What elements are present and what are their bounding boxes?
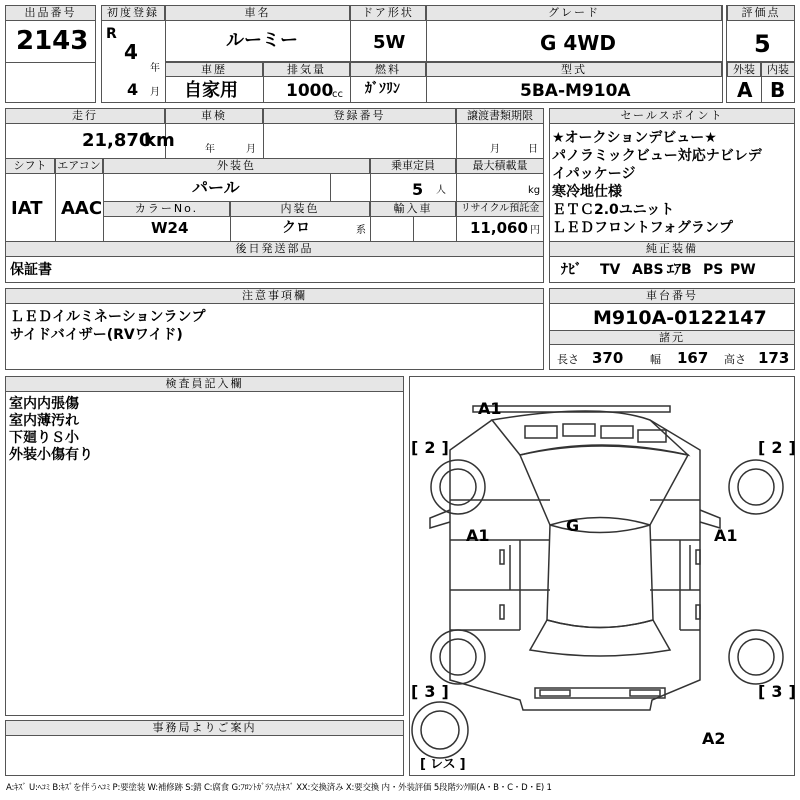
exterior-label: 外装: [727, 62, 761, 77]
length-label: 長さ: [557, 353, 579, 366]
insp-year-unit: 年: [205, 144, 215, 155]
sales-point-2: パノラミックビュー対応ナビレデ: [552, 148, 762, 164]
spec-label: 諸元: [549, 330, 795, 345]
interior-grade: B: [770, 78, 786, 102]
displacement-label: 排気量: [263, 62, 350, 77]
sales-point-5: ＥＴＣ2.0ユニット: [552, 202, 675, 218]
office-label: 事務局よりご案内: [5, 720, 404, 736]
ac: AAC: [61, 198, 103, 219]
interior-color: クロ: [282, 220, 310, 236]
car-name-label: 車名: [165, 5, 350, 21]
history-label: 車歴: [165, 62, 263, 77]
recycle-label: リサイクル預託金: [456, 201, 544, 217]
width-label: 幅: [650, 353, 661, 366]
interior-label: 内装: [761, 62, 795, 77]
insp-month-unit: 月: [246, 144, 256, 155]
exterior-grade: A: [737, 78, 753, 102]
grade-label: グレード: [426, 5, 722, 21]
capacity: 5: [412, 180, 424, 199]
car-name: ルーミー: [226, 30, 298, 51]
shift: IAT: [11, 198, 43, 219]
color-no: W24: [151, 219, 189, 237]
sales-point-1: ★オークションデビュー★: [552, 130, 717, 146]
reg-month: 4: [127, 80, 139, 99]
equip-airbag: ｴｱB: [667, 262, 692, 278]
inspector-line-3: 下廻りＳ小: [9, 430, 79, 446]
door-label: ドア形状: [350, 5, 426, 21]
front-mark: A1: [478, 399, 502, 418]
reg-year: 4: [124, 40, 138, 64]
model-label: 型式: [426, 62, 722, 77]
model: 5BA-M910A: [520, 81, 631, 101]
sales-point-3: イパッケージ: [552, 166, 636, 182]
tire-fl-value: 2: [424, 438, 436, 457]
length: 370: [592, 349, 624, 367]
windshield-mark: G: [566, 516, 580, 535]
tire-fr: [ 2 ]: [758, 438, 796, 457]
recycle-unit: 円: [530, 225, 540, 236]
score-label: 評価点: [727, 5, 795, 21]
notes-label: 注意事項欄: [5, 288, 544, 304]
fuel: ｶﾞｿﾘﾝ: [365, 81, 400, 97]
tire-rl: [ 3 ]: [411, 682, 449, 701]
rear-mark: A2: [702, 729, 726, 748]
fuel-label: 燃料: [350, 62, 426, 77]
equipment-label: 純正装備: [549, 241, 795, 257]
mileage-unit: km: [144, 130, 175, 151]
inspection-label: 車検: [165, 108, 263, 124]
month-unit: 月: [150, 87, 160, 98]
score: 5: [754, 30, 771, 58]
regno-label: 登録番号: [263, 108, 456, 124]
equip-pw: PW: [730, 262, 756, 278]
tire-rr-value: 3: [771, 682, 783, 701]
load-unit: kg: [528, 185, 541, 196]
era: R: [106, 26, 117, 42]
sales-points-label: セールスポイント: [549, 108, 795, 124]
tire-fl: [ 2 ]: [411, 438, 449, 457]
displacement: 1000: [286, 81, 334, 101]
transfer-day-unit: 日: [528, 144, 538, 155]
first-reg-label: 初度登録: [101, 5, 165, 21]
spare-tire-value: レス: [429, 757, 456, 772]
legend: A:ｷｽﾞ U:ﾍｺﾐ B:ｷｽﾞを伴うﾍｺﾐ P:要塗装 W:補修跡 S:錆 C:腐食 G:ﾌﾛﾝﾄｶﾞﾗｽ点ｷｽﾞ XX:交換済み X:要交換 内・外装評価 5段階ﾗﾝｸ順(A・B・C・D・E) 1: [6, 783, 552, 793]
equip-ps: PS: [703, 262, 724, 278]
later-parts: 保証書: [10, 262, 52, 278]
width: 167: [677, 349, 709, 367]
grade: G 4WD: [540, 31, 616, 55]
import-label: 輸入車: [370, 201, 456, 217]
height-label: 高さ: [724, 353, 746, 366]
note-1: ＬＥＤイルミネーションランプ: [10, 309, 206, 325]
door-type: 5W: [373, 32, 406, 53]
ac-label: エアコン: [55, 158, 103, 174]
tire-rr: [ 3 ]: [758, 682, 796, 701]
equip-tv: TV: [600, 262, 621, 278]
mileage-label: 走行: [5, 108, 165, 124]
shift-label: シフト: [5, 158, 55, 174]
mileage: 21,870: [82, 130, 152, 151]
capacity-label: 乗車定員: [370, 158, 456, 174]
load-label: 最大積載量: [456, 158, 544, 174]
history: 自家用: [184, 80, 238, 101]
int-color-unit: 系: [356, 225, 366, 236]
later-parts-label: 後日発送部品: [5, 241, 544, 257]
colorno-label: カラーNo.: [103, 201, 230, 217]
equip-abs: ABS: [632, 262, 664, 278]
int-color-label: 内装色: [230, 201, 370, 217]
color-label: 外装色: [103, 158, 370, 174]
left-door-mark: A1: [466, 526, 490, 545]
displacement-unit: cc: [332, 89, 343, 100]
tire-fr-value: 2: [771, 438, 783, 457]
height: 173: [758, 349, 790, 367]
inspector-line-4: 外装小傷有り: [9, 447, 93, 463]
inspector-line-2: 室内薄汚れ: [9, 413, 79, 429]
lot-label: 出品番号: [5, 5, 96, 21]
sales-point-6: ＬＥＤフロントフォグランプ: [552, 220, 733, 236]
right-door-mark: A1: [714, 526, 738, 545]
note-2: サイドバイザー(RVワイド): [10, 327, 183, 343]
lot-number: 2143: [16, 26, 89, 56]
spare-tire: [ レス ]: [420, 757, 466, 772]
year-unit: 年: [150, 63, 160, 74]
recycle-fee: 11,060: [470, 219, 528, 237]
chassis-label: 車台番号: [549, 288, 795, 304]
tire-rl-value: 3: [424, 682, 436, 701]
chassis-number: M910A-0122147: [593, 307, 767, 329]
transfer-month-unit: 月: [490, 144, 500, 155]
transfer-label: 譲渡書類期限: [456, 108, 544, 124]
capacity-unit: 人: [436, 185, 446, 196]
inspector-line-1: 室内内張傷: [9, 396, 79, 412]
equip-navi: ﾅﾋﾞ: [561, 262, 582, 278]
sales-point-4: 寒冷地仕様: [552, 184, 622, 200]
inspector-label: 検査員記入欄: [5, 376, 404, 392]
color: パール: [192, 178, 240, 197]
